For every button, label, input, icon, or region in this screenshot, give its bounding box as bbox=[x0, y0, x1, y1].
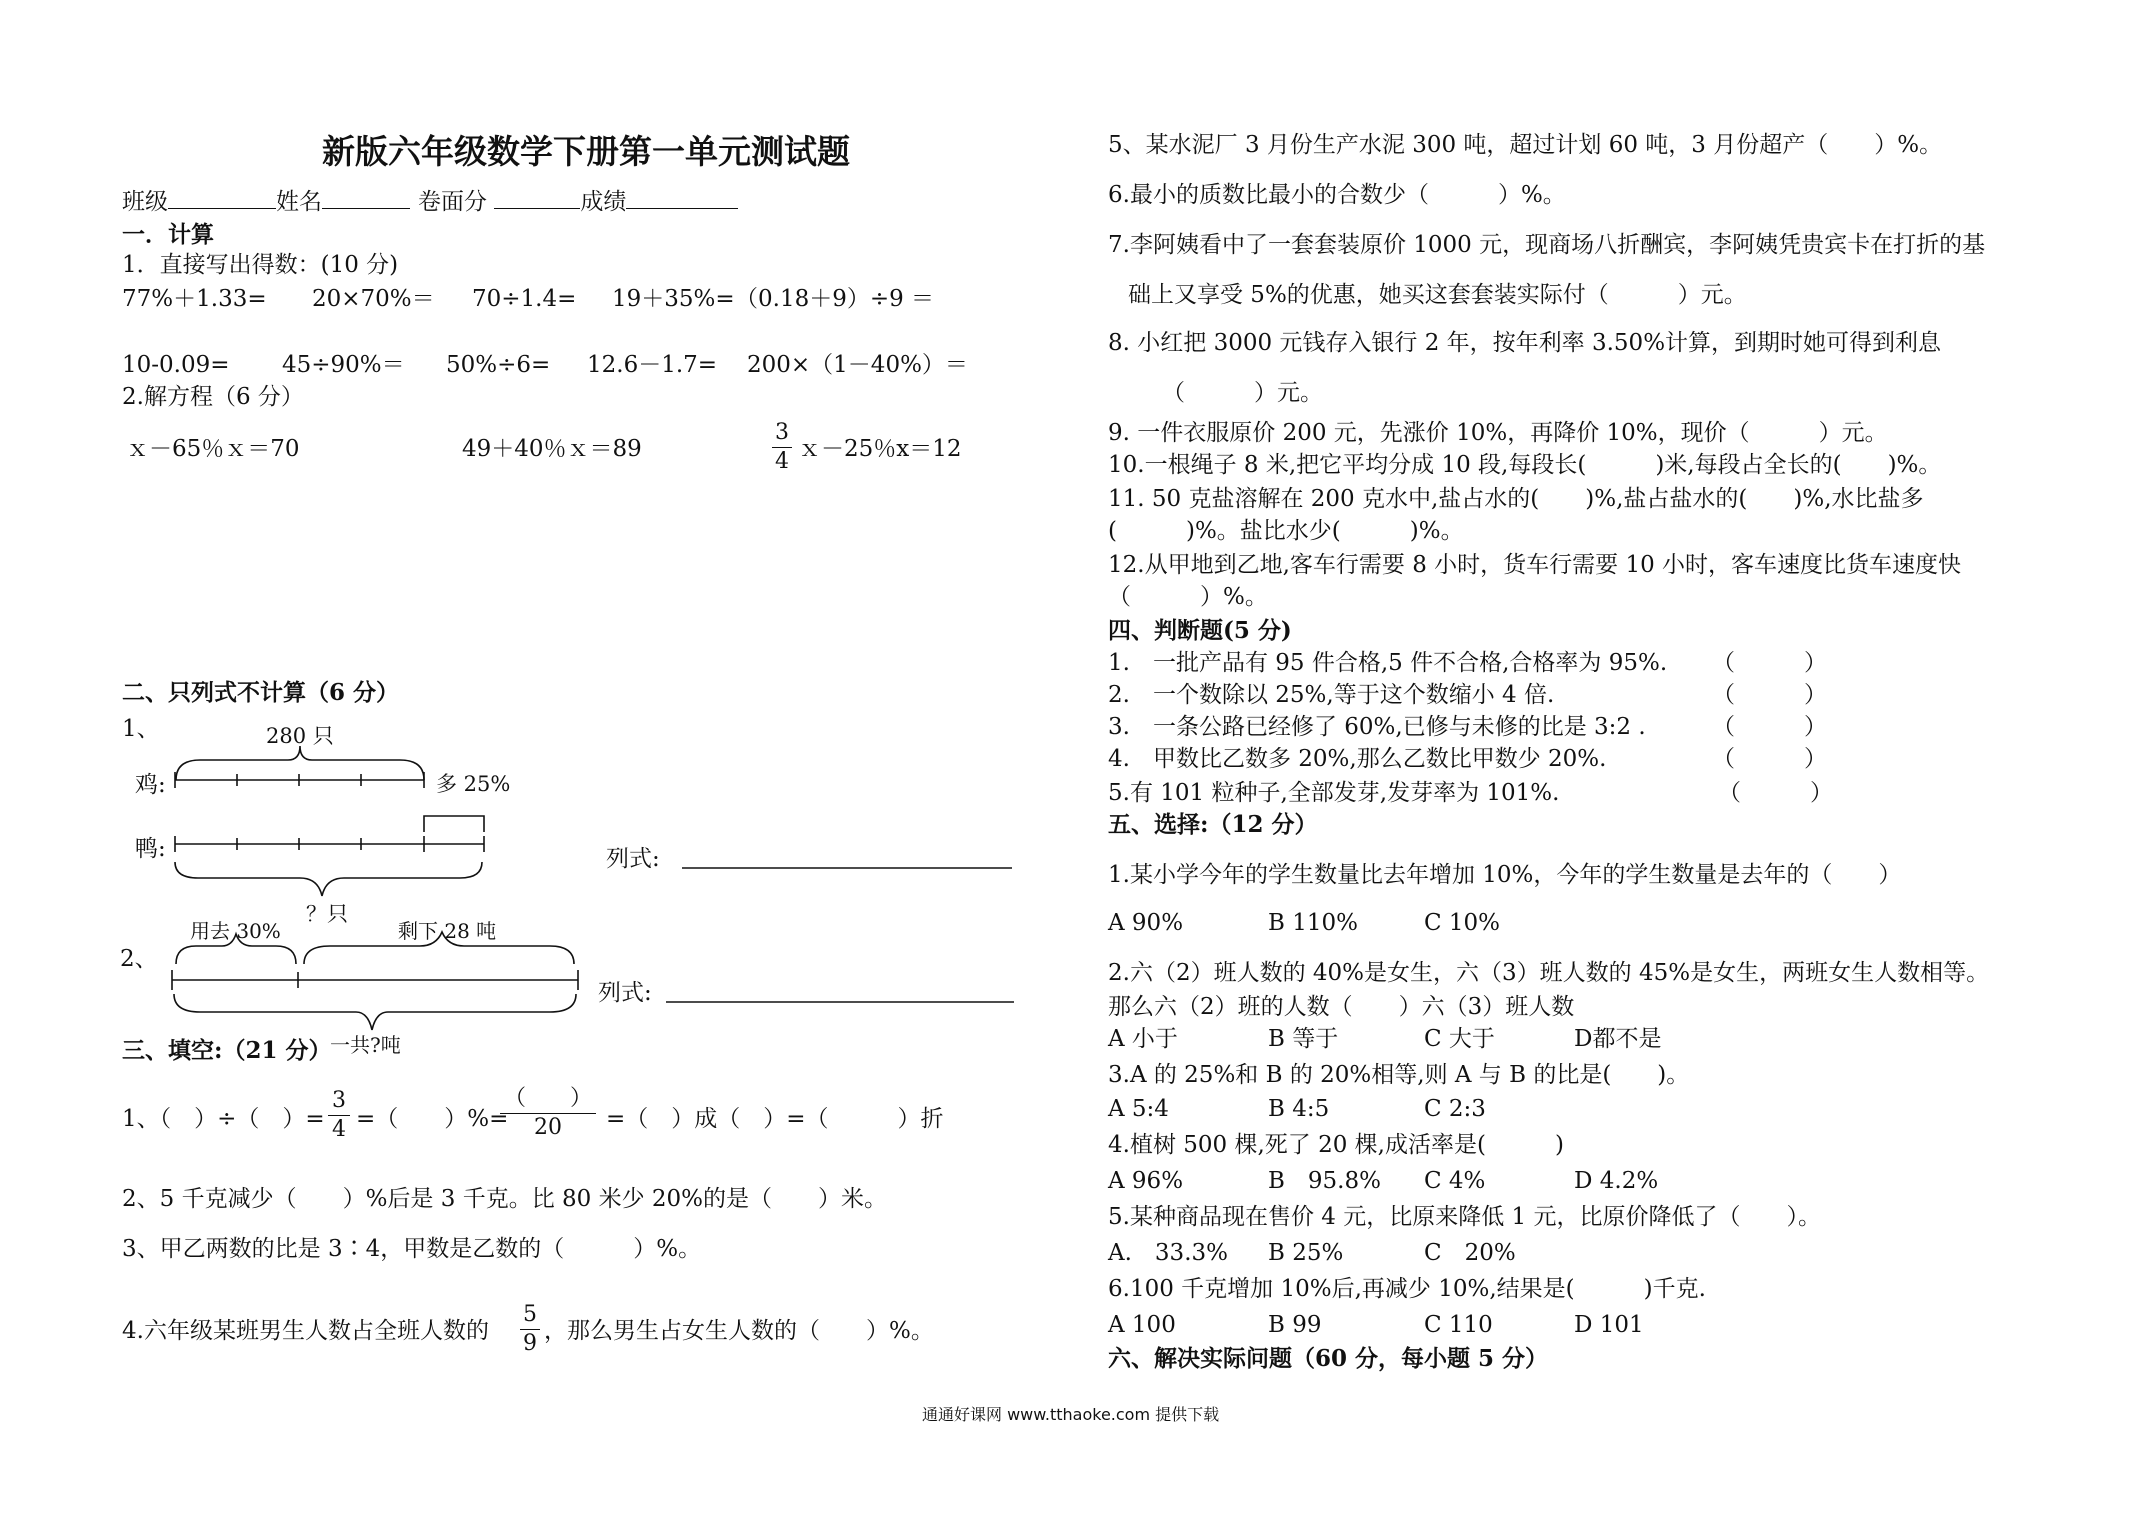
choice-option[interactable]: B 4:5 bbox=[1268, 1096, 1330, 1122]
calc-item: 20×70%＝ bbox=[312, 286, 435, 312]
total-label: 一共?吨 bbox=[330, 1033, 401, 1057]
section-5-heading: 五、选择:（12 分） bbox=[1108, 811, 1318, 838]
problem-1-number: 1、 bbox=[122, 716, 160, 742]
total-brace bbox=[174, 994, 576, 1030]
judge-item-3: 3. 一条公路已经修了 60%,已修与未修的比是 3:2 . bbox=[1108, 714, 1646, 740]
remaining-brace bbox=[304, 932, 574, 964]
calc-item: 10-0.09= bbox=[122, 352, 230, 378]
choice-option[interactable]: B 110% bbox=[1268, 910, 1358, 936]
section-4-heading: 四、判断题(5 分) bbox=[1108, 617, 1292, 644]
fill-q7-line-2: 础上又享受 5%的优惠，她买这套套装实际付（ ）元。 bbox=[1128, 282, 1747, 308]
fill-q1-part-c: =（ ）成（ ）=（ ）折 bbox=[606, 1106, 944, 1132]
more-percent-label: 多 25% bbox=[436, 772, 511, 796]
section-6-heading: 六、解决实际问题（60 分，每小题 5 分） bbox=[1108, 1345, 1549, 1372]
neat-label: 卷面分 bbox=[418, 189, 487, 215]
fill-q8-line-1: 8. 小红把 3000 元钱存入银行 2 年，按年利率 3.50%计算，到期时她可得到利息 bbox=[1108, 330, 1942, 356]
judge-item-2: 2. 一个数除以 25%,等于这个数缩小 4 倍. bbox=[1108, 682, 1555, 708]
choice-q6: 6.100 千克增加 10%后,再减少 10%,结果是( )千克. bbox=[1108, 1276, 1706, 1302]
choice-option[interactable]: B 95.8% bbox=[1268, 1168, 1381, 1194]
choice-option[interactable]: A 5:4 bbox=[1108, 1096, 1169, 1122]
used-brace bbox=[176, 934, 296, 964]
choice-option[interactable]: A 小于 bbox=[1108, 1026, 1178, 1052]
duck-question-label: ？只 bbox=[306, 902, 348, 926]
judge-answer-paren[interactable]: （ ） bbox=[1712, 682, 1827, 708]
choice-option[interactable]: C 10% bbox=[1424, 910, 1501, 936]
s1-q2-label: 2.解方程（6 分） bbox=[122, 384, 304, 410]
fill-q8-line-2: （ ）元。 bbox=[1162, 380, 1323, 406]
judge-item-5: 5.有 101 粒种子,全部发芽,发芽率为 101%. bbox=[1108, 780, 1560, 806]
choice-q2-line-1: 2.六（2）班人数的 40%是女生，六（3）班人数的 45%是女生，两班女生人数相等。 bbox=[1108, 960, 1990, 986]
formula-label: 列式: bbox=[606, 846, 660, 872]
fraction-numerator: 5 bbox=[523, 1302, 537, 1327]
fill-q12-line-1: 12.从甲地到乙地,客车行需要 8 小时，货车行需要 10 小时，客车速度比货车速度快 bbox=[1108, 552, 1962, 578]
calc-item: 12.6－1.7= bbox=[587, 352, 718, 378]
s1-q1-label: 1．直接写出得数：(10 分) bbox=[122, 252, 399, 278]
choice-q2-line-2: 那么六（2）班的人数（ ）六（3）班人数 bbox=[1108, 994, 1575, 1020]
fill-q4-part-b: ，那么男生占女生人数的（ ）%。 bbox=[544, 1318, 934, 1344]
choice-option[interactable]: C 2:3 bbox=[1424, 1096, 1486, 1122]
choice-q1: 1.某小学今年的学生数量比去年增加 10%，今年的学生数量是去年的（ ） bbox=[1108, 862, 1902, 888]
name-label: 姓名 bbox=[276, 189, 322, 215]
chicken-total-label: 280 只 bbox=[266, 724, 334, 748]
class-label: 班级 bbox=[122, 189, 168, 215]
equation-2: 49＋40％ｘ＝89 bbox=[462, 436, 642, 462]
fill-q1-part-b: =（ ）%= bbox=[356, 1106, 509, 1132]
calc-item: 50%÷6= bbox=[446, 352, 551, 378]
calc-item: 19＋35%= bbox=[612, 286, 735, 312]
page-footer: 通通好课网 www.tthaoke.com 提供下载 bbox=[922, 1405, 1220, 1424]
equation-1: ｘ－65％ｘ＝70 bbox=[126, 436, 300, 462]
section-3-heading: 三、填空:（21 分） bbox=[122, 1037, 332, 1064]
fill-q5: 5、某水泥厂 3 月份生产水泥 300 吨，超过计划 60 吨，3 月份超产（ ）%。 bbox=[1108, 132, 1943, 158]
choice-q3: 3.A 的 25%和 B 的 20%相等,则 A 与 B 的比是( )。 bbox=[1108, 1062, 1690, 1088]
choice-q5: 5.某种商品现在售价 4 元，比原来降低 1 元，比原价降低了（ ）。 bbox=[1108, 1204, 1821, 1230]
calc-item: 200×（1－40%）＝ bbox=[747, 352, 968, 378]
duck-total-brace bbox=[175, 862, 482, 896]
choice-option[interactable]: A 90% bbox=[1108, 910, 1184, 936]
calc-item: 77%＋1.33= bbox=[122, 286, 267, 312]
judge-item-4: 4. 甲数比乙数多 20%,那么乙数比甲数少 20%. bbox=[1108, 746, 1607, 772]
judge-answer-paren[interactable]: （ ） bbox=[1712, 650, 1827, 676]
remaining-label: 剩下 28 吨 bbox=[398, 919, 497, 943]
chicken-label: 鸡: bbox=[135, 772, 166, 798]
choice-option[interactable]: D 101 bbox=[1574, 1312, 1644, 1338]
fill-q2: 2、5 千克减少（ ）%后是 3 千克。比 80 米少 20%的是（ ）米。 bbox=[122, 1186, 888, 1212]
judge-item-1: 1. 一批产品有 95 件合格,5 件不合格,合格率为 95%. bbox=[1108, 650, 1668, 676]
judge-answer-paren[interactable]: （ ） bbox=[1712, 746, 1827, 772]
fraction-numerator: 3 bbox=[332, 1088, 346, 1113]
fill-q4-part-a: 4.六年级某班男生人数占全班人数的 bbox=[122, 1318, 489, 1344]
calc-item: 70÷1.4= bbox=[472, 286, 577, 312]
choice-option[interactable]: A. 33.3% bbox=[1108, 1240, 1228, 1266]
fill-q11-line-2: ( )%。盐比水少( )%。 bbox=[1108, 518, 1464, 544]
choice-option[interactable]: D 4.2% bbox=[1574, 1168, 1659, 1194]
fraction-numerator[interactable]: （ ） bbox=[503, 1086, 592, 1111]
section-2-heading: 二、只列式不计算（6 分） bbox=[122, 679, 400, 706]
calc-item: （0.18＋9）÷9 ＝ bbox=[735, 286, 935, 312]
choice-option[interactable]: D都不是 bbox=[1574, 1026, 1662, 1052]
score-label: 成绩 bbox=[580, 189, 627, 215]
fill-q6: 6.最小的质数比最小的合数少（ ）%。 bbox=[1108, 182, 1566, 208]
fraction-denominator: 4 bbox=[332, 1117, 346, 1142]
choice-option[interactable]: C 110 bbox=[1424, 1312, 1493, 1338]
fraction-denominator: 9 bbox=[523, 1331, 537, 1356]
problem-2-number: 2、 bbox=[120, 946, 158, 972]
fill-q7-line-1: 7.李阿姨看中了一套套装原价 1000 元，现商场八折酬宾，李阿姨凭贵宾卡在打折的基 bbox=[1108, 232, 1986, 258]
choice-q4: 4.植树 500 棵,死了 20 棵,成活率是( ) bbox=[1108, 1132, 1564, 1158]
choice-option[interactable]: C 20% bbox=[1424, 1240, 1516, 1266]
formula-label: 列式: bbox=[598, 980, 652, 1006]
choice-option[interactable]: B 99 bbox=[1268, 1312, 1322, 1338]
choice-option[interactable]: C 4% bbox=[1424, 1168, 1486, 1194]
page-title: 新版六年级数学下册第一单元测试题 bbox=[322, 132, 850, 171]
choice-option[interactable]: A 100 bbox=[1108, 1312, 1176, 1338]
fraction-numerator: 3 bbox=[775, 420, 789, 445]
section-1-heading: 一．计算 bbox=[122, 221, 214, 248]
duck-label: 鸭: bbox=[135, 836, 166, 862]
choice-option[interactable]: A 96% bbox=[1108, 1168, 1184, 1194]
choice-option[interactable]: C 大于 bbox=[1424, 1026, 1495, 1052]
fill-q10: 10.一根绳子 8 米,把它平均分成 10 段,每段长( )米,每段占全长的( )%。 bbox=[1108, 452, 1942, 478]
judge-answer-paren[interactable]: （ ） bbox=[1712, 714, 1827, 740]
judge-answer-paren[interactable]: （ ） bbox=[1718, 780, 1833, 806]
equation-3: ｘ－25％x＝12 bbox=[798, 436, 962, 462]
more-bracket bbox=[424, 816, 484, 832]
fill-q9: 9. 一件衣服原价 200 元，先涨价 10%，再降价 10%，现价（ ）元。 bbox=[1108, 420, 1888, 446]
calc-item: 45÷90%＝ bbox=[282, 352, 405, 378]
choice-option[interactable]: B 25% bbox=[1268, 1240, 1344, 1266]
fraction-denominator: 4 bbox=[775, 449, 789, 474]
fill-q1-part-a: 1、（ ）÷（ ）= bbox=[122, 1106, 325, 1132]
choice-option[interactable]: B 等于 bbox=[1268, 1026, 1339, 1052]
fraction-denominator: 20 bbox=[534, 1115, 562, 1140]
chicken-total-brace bbox=[176, 746, 424, 780]
fill-q12-line-2: （ ）%。 bbox=[1108, 584, 1268, 610]
used-percent-label: 用去 30% bbox=[190, 919, 281, 943]
fill-q3: 3、甲乙两数的比是 3∶4，甲数是乙数的（ ）%。 bbox=[122, 1236, 702, 1262]
fill-q11-line-1: 11. 50 克盐溶解在 200 克水中,盐占水的( )%,盐占盐水的( )%,水比盐多 bbox=[1108, 486, 1924, 512]
